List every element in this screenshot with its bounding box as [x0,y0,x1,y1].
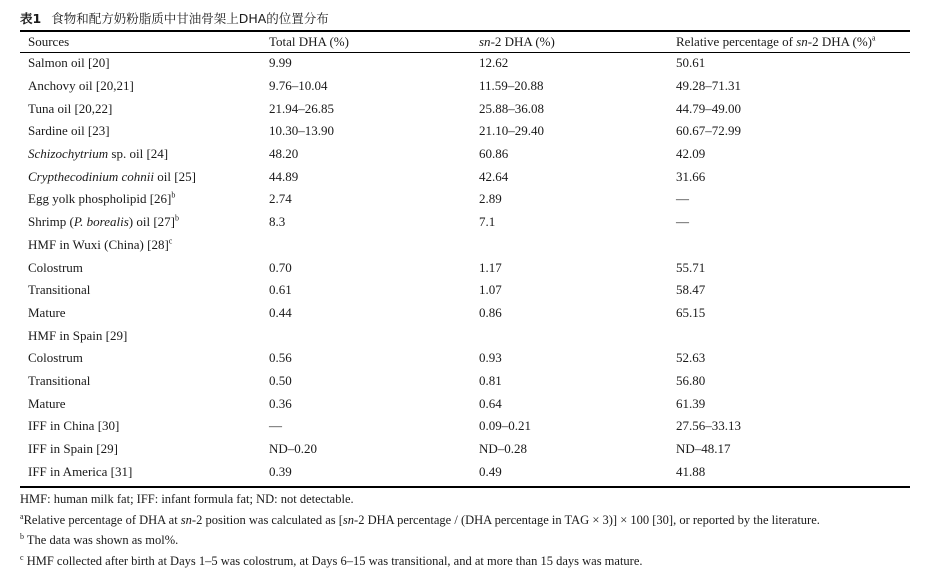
table-row [20,370,910,393]
cell-total-dha: 0.36 [269,395,292,411]
cell-source: Transitional [28,282,91,298]
cell-total-dha: 0.50 [269,372,292,388]
table-row [20,120,910,143]
cell-relative-percentage: 52.63 [676,350,706,366]
table-row [20,52,910,75]
table-row [20,165,910,188]
cell-relative-percentage: 55.71 [676,259,706,275]
cell-source: Anchovy oil [20,21] [28,78,134,94]
note-c: $^c$ HMF collected after birth at Days 1–5 was colostrum, at Days 6–15 was transitional, and at more than 15 days was mature. [20,552,643,568]
cell-total-dha [261,234,471,257]
cell-total-dha: 10.30–13.90 [269,123,334,139]
cell-relative-percentage: — [676,214,689,230]
cell-sn2-dha [471,324,668,347]
cell-sn2-dha [471,234,668,257]
table-row [20,75,910,98]
table-row [20,324,910,347]
cell-sn2-dha: 7.1 [479,214,496,230]
cell-source: HMF in Wuxi (China) $[28]^c$ [28,236,173,252]
table-caption [20,9,329,27]
cell-total-dha: 44.89 [269,168,299,184]
cell-relative-percentage: 31.66 [676,168,706,184]
header-row [20,31,910,52]
cell-source: Egg yolk phospholipid $[26]^b$ [28,191,176,207]
cell-source: Schizochytrium sp. oil [24] [28,146,169,162]
cell-relative-percentage: 42.09 [676,146,706,162]
cell-source: Sardine oil [23] [28,123,110,139]
cell-source: HMF in Spain [29] [28,327,128,343]
cell-sn2-dha: 0.81 [479,372,502,388]
table-row [20,347,910,370]
cell-sn2-dha: 25.88–36.08 [479,100,544,116]
cell-source: Tuna oil [20,22] [28,100,113,116]
cell-total-dha: 9.99 [269,55,292,71]
table-row [20,392,910,415]
cell-source: Colostrum [28,350,83,366]
cell-relative-percentage: 41.88 [676,463,706,479]
header-total-dha: Total DHA (%) [269,33,349,49]
cell-source: IFF in America [31] [28,463,133,479]
cell-source: Salmon oil [20] [28,55,110,71]
table-row [20,438,910,461]
cell-total-dha [261,324,471,347]
cell-sn2-dha: ND–0.28 [479,441,528,457]
cell-relative-percentage [668,324,910,347]
cell-source: Crypthecodinium cohnii oil [25] [28,168,196,184]
table-row [20,415,910,438]
cell-source: IFF in China [30] [28,418,120,434]
cell-relative-percentage: — [676,191,689,207]
table-row [20,234,910,257]
cell-relative-percentage: 65.15 [676,304,706,320]
cell-source: Colostrum [28,259,83,275]
table-row [20,211,910,234]
cell-total-dha: ND–0.20 [269,441,318,457]
cell-relative-percentage: 50.61 [676,55,706,71]
table-row [20,256,910,279]
cell-source: Mature [28,304,66,320]
table-title: 食物和配方奶粉脂质中甘油骨架上DHA的位置分布 [51,11,329,26]
cell-sn2-dha: 12.62 [479,55,509,71]
cell-relative-percentage: 56.80 [676,372,706,388]
cell-total-dha: 0.44 [269,304,292,320]
cell-total-dha: 2.74 [269,191,292,207]
cell-sn2-dha: 0.49 [479,463,502,479]
table-row [20,302,910,325]
cell-total-dha: 0.70 [269,259,292,275]
cell-sn2-dha: 2.89 [479,191,502,207]
cell-relative-percentage [668,234,910,257]
header-relative-percentage: Relative percentage of sn-2 DHA (%)$^a$ [676,33,876,49]
cell-relative-percentage: 61.39 [676,395,706,411]
cell-sn2-dha: 60.86 [479,146,509,162]
note-a: $^a$Relative percentage of DHA at sn-2 position was calculated as [sn-2 DHA percentage / (DHA percentage in TAG × 3)] × 100 [30], or reported by the literature. [20,511,820,527]
cell-total-dha: 0.61 [269,282,292,298]
table-row [20,97,910,120]
cell-source: Shrimp (P. borealis) oil $[27]^b$ [28,213,179,230]
cell-sn2-dha: 0.64 [479,395,502,411]
cell-relative-percentage: 27.56–33.13 [676,418,741,434]
cell-total-dha: 21.94–26.85 [269,100,334,116]
cell-sn2-dha: 42.64 [479,168,509,184]
table-row [20,143,910,166]
cell-total-dha: 8.3 [269,214,286,230]
cell-sn2-dha: 0.09–0.21 [479,418,531,434]
header-sources: Sources [28,33,70,49]
dha-distribution-table [20,31,910,483]
cell-sn2-dha: 1.07 [479,282,502,298]
cell-total-dha: 48.20 [269,146,299,162]
table-row [20,188,910,211]
cell-total-dha: 0.39 [269,463,292,479]
cell-total-dha: 9.76–10.04 [269,78,328,94]
cell-relative-percentage: 58.47 [676,282,706,298]
cell-source: Transitional [28,372,91,388]
cell-sn2-dha: 11.59–20.88 [479,78,544,94]
note-abbreviations: HMF: human milk fat; IFF: infant formula fat; ND: not detectable. [20,492,354,506]
table-row [20,460,910,483]
bottom-rule [20,486,910,488]
cell-relative-percentage: ND–48.17 [676,441,731,457]
cell-sn2-dha: 0.93 [479,350,502,366]
cell-relative-percentage: 49.28–71.31 [676,78,741,94]
table-row [20,279,910,302]
cell-relative-percentage: 60.67–72.99 [676,123,741,139]
table-label: 表1 [20,11,42,26]
cell-source: IFF in Spain [29] [28,441,118,457]
cell-relative-percentage: 44.79–49.00 [676,100,741,116]
cell-source: Mature [28,395,66,411]
cell-total-dha: 0.56 [269,350,292,366]
cell-sn2-dha: 0.86 [479,304,502,320]
table-notes [20,489,920,571]
cell-total-dha: — [269,418,282,434]
header-sn2-dha: sn-2 DHA (%) [479,33,555,49]
note-b: $^b$ The data was shown as mol%. [20,531,179,547]
cell-sn2-dha: 1.17 [479,259,502,275]
cell-sn2-dha: 21.10–29.40 [479,123,544,139]
